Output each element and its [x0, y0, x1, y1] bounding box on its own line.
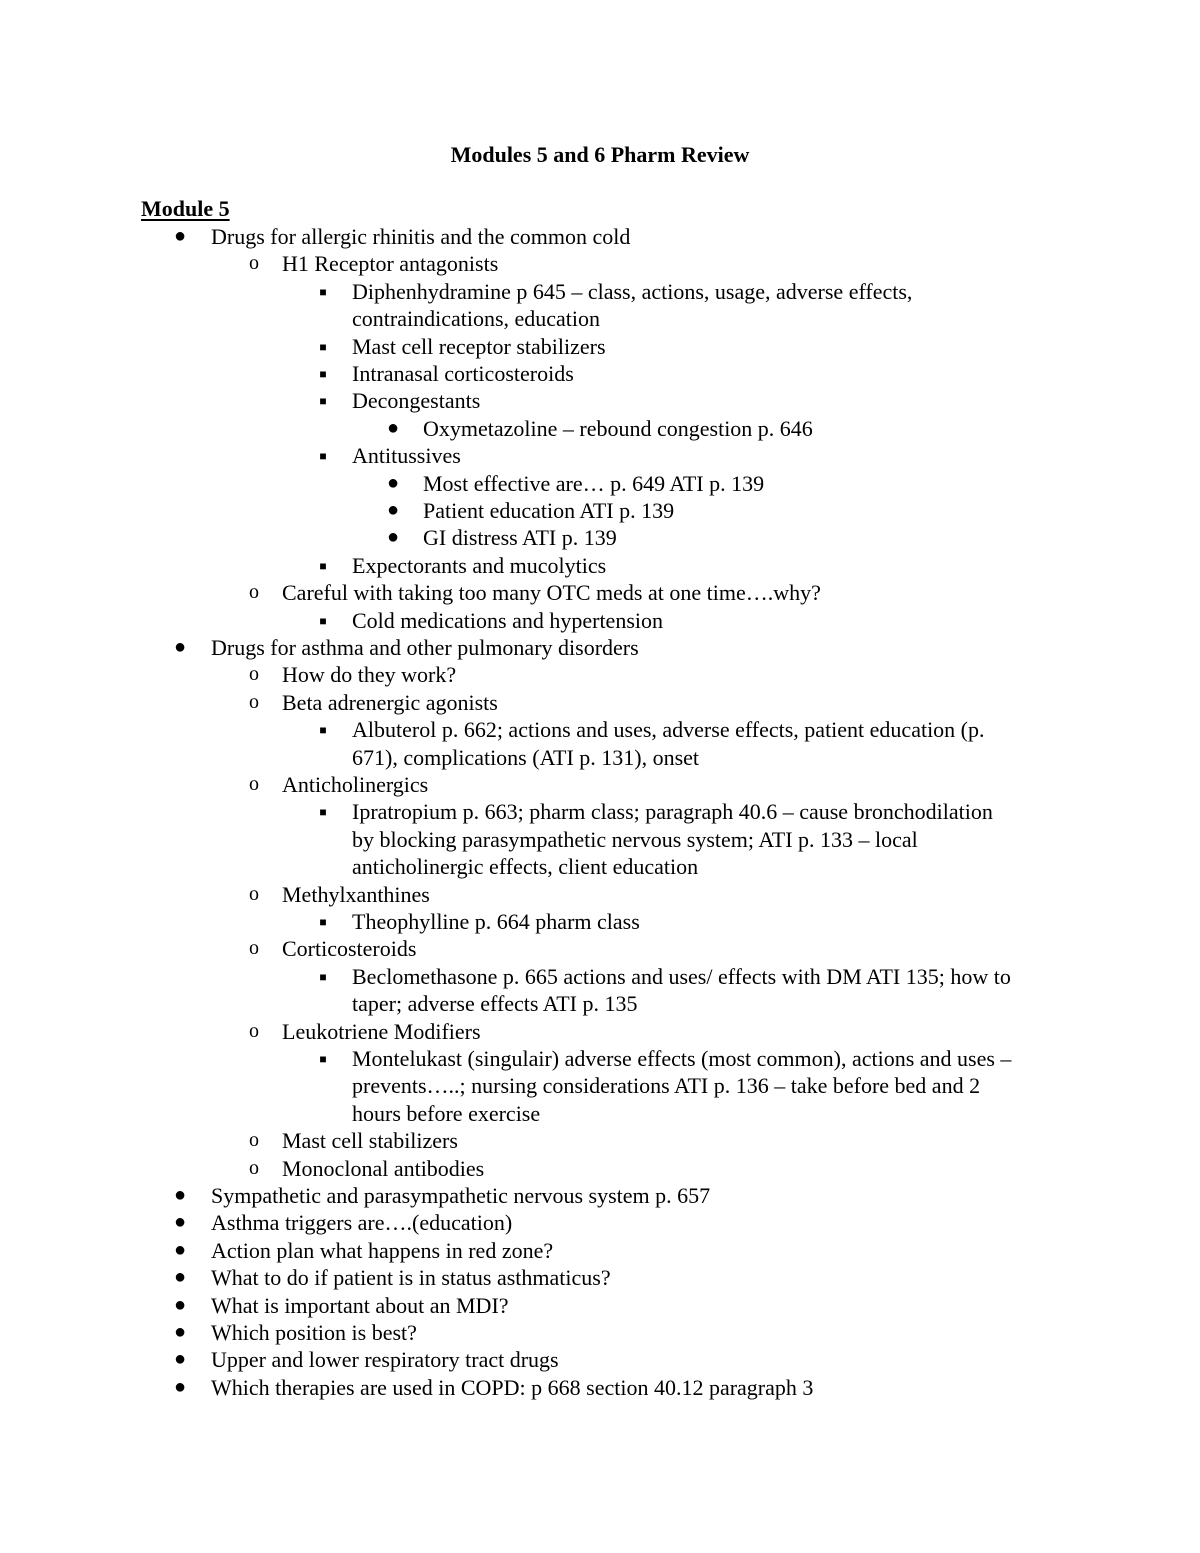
bullet-icon: ● [386, 471, 400, 494]
list-item-text: hours before exercise [352, 1100, 541, 1126]
list-item-text: Monoclonal antibodies [282, 1155, 485, 1181]
page-title: Modules 5 and 6 Pharm Review [450, 142, 750, 167]
list-item-text: by blocking parasympathetic nervous system; ATI p. 133 – local [352, 826, 918, 852]
list-item-text: Upper and lower respiratory tract drugs [211, 1347, 559, 1373]
list-item-text: Oxymetazoline – rebound congestion p. 646 [423, 415, 813, 441]
list-item-text: Beta adrenergic agonists [282, 689, 498, 715]
list-item-text: Antitussives [352, 443, 461, 469]
bullet-icon: ● [386, 416, 400, 439]
list-item-text: Sympathetic and parasympathetic nervous system p. 657 [211, 1183, 711, 1208]
list-item-text: Patient education ATI p. 139 [423, 498, 675, 523]
list-item-text: Drugs for asthma and other pulmonary disorders [211, 635, 639, 660]
circle-bullet-icon: o [249, 690, 259, 713]
list-item-text: Careful with taking too many OTC meds at one time….why? [282, 580, 821, 606]
list-item-text: Most effective are… p. 649 ATI p. 139 [423, 470, 765, 496]
circle-bullet-icon: o [249, 937, 259, 960]
list-item-text: Diphenhydramine p 645 – class, actions, usage, adverse effects, [352, 278, 913, 304]
square-bullet-icon: ■ [319, 805, 327, 820]
square-bullet-icon: ■ [319, 969, 327, 984]
circle-bullet-icon: o [249, 581, 259, 604]
bullet-icon: ● [173, 1266, 187, 1289]
bullet-icon: ● [386, 526, 400, 549]
list-item-text: What is important about an MDI? [211, 1292, 509, 1318]
square-bullet-icon: ■ [319, 449, 327, 464]
list-item-text: Asthma triggers are….(education) [211, 1210, 513, 1236]
section-heading-module-5: Module 5 [141, 196, 230, 221]
circle-bullet-icon: o [249, 663, 259, 686]
square-bullet-icon: ■ [319, 284, 327, 299]
bullet-icon: ● [173, 1184, 187, 1206]
list-item-text: Leukotriene Modifiers [282, 1018, 481, 1044]
list-item-text: Albuterol p. 662; actions and uses, adverse effects, patient education (p. [352, 717, 985, 743]
bullet-icon: ● [173, 1211, 187, 1234]
list-item-text: Methylxanthines [282, 881, 430, 907]
list-item-text: Which position is best? [211, 1320, 417, 1345]
bullet-icon: ● [173, 1238, 187, 1261]
list-item-text: Action plan what happens in red zone? [211, 1237, 554, 1263]
list-item-text: What to do if patient is in status asthmaticus? [211, 1265, 611, 1291]
list-item-text: Drugs for allergic rhinitis and the common cold [211, 224, 631, 249]
bullet-icon: ● [173, 1321, 187, 1343]
list-item-text: 671), complications (ATI p. 131), onset [352, 744, 700, 770]
circle-bullet-icon: o [249, 773, 259, 795]
square-bullet-icon: ■ [319, 394, 327, 409]
bullet-icon: ● [173, 1375, 187, 1398]
bullet-icon: ● [173, 1293, 187, 1316]
bullet-icon: ● [173, 1348, 187, 1371]
square-bullet-icon: ■ [319, 367, 327, 381]
list-item-text: Cold medications and hypertension [352, 607, 663, 633]
circle-bullet-icon: o [249, 882, 259, 905]
list-item-text: taper; adverse effects ATI p. 135 [352, 991, 638, 1017]
square-bullet-icon: ■ [319, 339, 327, 354]
list-item-text: Theophylline p. 664 pharm class [352, 909, 640, 934]
circle-bullet-icon: o [249, 1129, 259, 1152]
list-item-text: Montelukast (singulair) adverse effects (most common), actions and uses – [352, 1046, 1012, 1071]
list-item-text: Intranasal corticosteroids [352, 361, 574, 386]
square-bullet-icon: ■ [319, 723, 327, 738]
list-item-text: Mast cell stabilizers [282, 1128, 458, 1154]
square-bullet-icon: ■ [319, 613, 327, 628]
square-bullet-icon: ■ [319, 1052, 327, 1066]
square-bullet-icon: ■ [319, 915, 327, 929]
list-item-text: How do they work? [282, 662, 457, 688]
circle-bullet-icon: o [249, 1019, 259, 1042]
list-item-text: Expectorants and mucolytics [352, 552, 607, 578]
list-item-text: Which therapies are used in COPD: p 668 section 40.12 paragraph 3 [211, 1374, 814, 1400]
bullet-icon: ● [173, 636, 187, 658]
circle-bullet-icon: o [249, 252, 259, 275]
list-item-text: Ipratropium p. 663; pharm class; paragraph 40.6 – cause bronchodilation [352, 799, 993, 825]
list-item-text: contraindications, education [352, 306, 601, 332]
list-item-text: Anticholinergics [282, 772, 429, 797]
bullet-icon: ● [386, 499, 400, 521]
list-item-text: Beclomethasone p. 665 actions and uses/ effects with DM ATI 135; how to [352, 963, 1011, 989]
square-bullet-icon: ■ [319, 558, 327, 573]
list-item-text: H1 Receptor antagonists [282, 251, 499, 277]
list-item-text: anticholinergic effects, client education [352, 854, 699, 880]
list-item-text: Decongestants [352, 388, 481, 414]
list-item-text: Corticosteroids [282, 936, 417, 962]
list-item-text: GI distress ATI p. 139 [423, 525, 617, 551]
list-item-text: Mast cell receptor stabilizers [352, 333, 606, 359]
circle-bullet-icon: o [249, 1156, 259, 1179]
bullet-icon: ● [173, 225, 187, 247]
list-item-text: prevents…..; nursing considerations ATI p. 136 – take before bed and 2 [352, 1073, 981, 1099]
